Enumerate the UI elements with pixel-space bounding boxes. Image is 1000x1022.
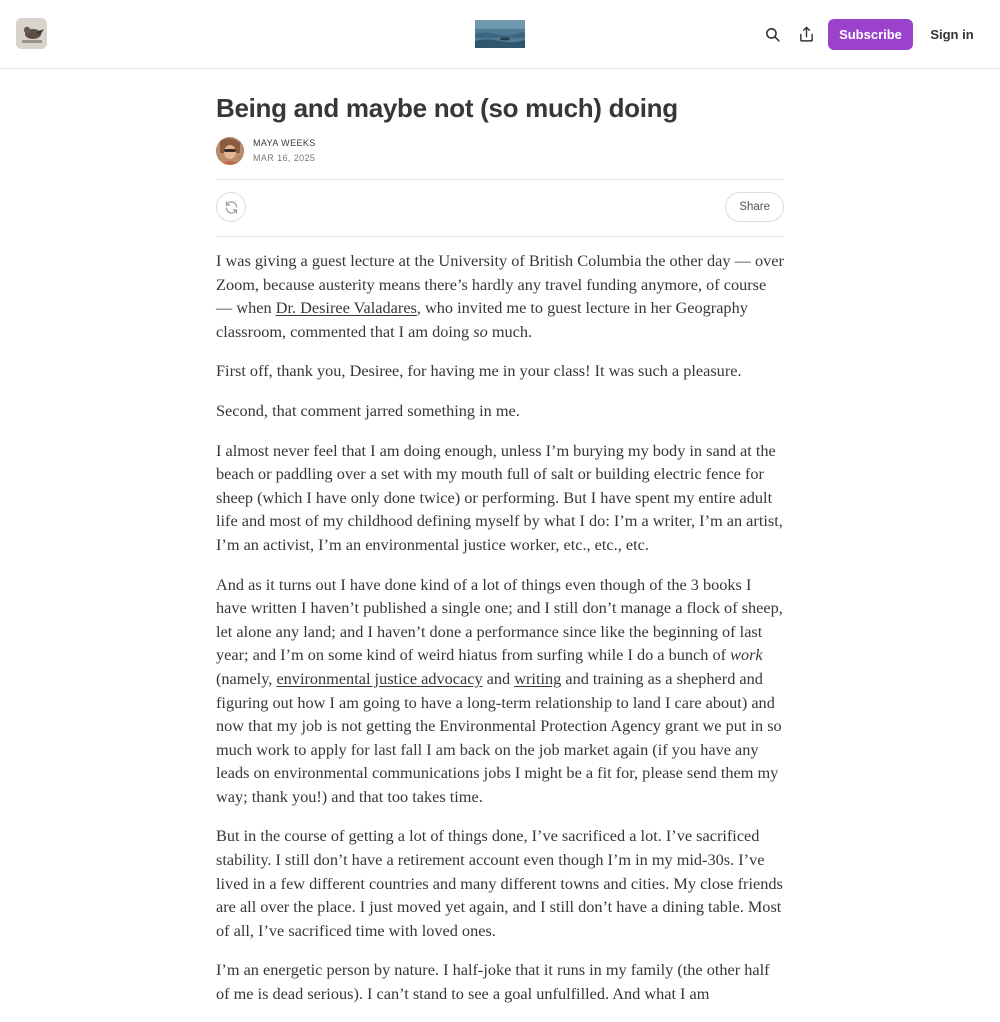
paragraph: But in the course of getting a lot of things done, I’ve sacrificed a lot. I’ve sacrificed stability. I still don’t have a retirement account even though I’m in my mid-30s. I’ve lived in a few different countries and many different towns and cities. My close friends are all over the place. I just moved yet again, and I still don’t have a dining table. Most of all, I’ve sacrificed time with loved ones.: [216, 826, 783, 940]
emphasis: so: [473, 321, 488, 341]
subscribe-button[interactable]: Subscribe: [828, 19, 913, 50]
share-button-label: Share: [739, 201, 770, 213]
post-date: MAR 16, 2025: [253, 153, 316, 163]
top-bar: [0, 0, 1000, 69]
avatar-photo-icon: [216, 137, 244, 165]
post-body: [216, 249, 784, 1006]
share-icon: [798, 26, 815, 43]
post-title: Being and maybe not (so much) doing: [216, 93, 678, 123]
text: , who invited me to guest lecture in her Geography classroom, commented that I am doing: [216, 298, 748, 341]
author-avatar[interactable]: [216, 137, 244, 165]
text: much.: [487, 321, 533, 341]
paragraph: I’m an energetic person by nature. I half-joke that it runs in my family (the other half of me is dead serious). I can’t stand to see a goal unfulfilled. And what I am: [216, 960, 770, 1004]
text: I was giving a guest lecture at the University of British Columbia the other day — over Zoom, because austerity means there’s hardly any travel funding anymore, of course — when: [216, 251, 784, 318]
paragraph: Second, that comment jarred something in me.: [216, 400, 520, 420]
restack-icon: [224, 200, 239, 215]
author-name[interactable]: MAYA WEEKS: [253, 138, 316, 148]
paragraph: [216, 249, 784, 343]
publication-logo[interactable]: [16, 18, 47, 49]
search-icon: [764, 26, 781, 43]
text: (namely,: [216, 668, 277, 688]
emphasis: work: [730, 645, 763, 665]
paragraph: First off, thank you, Desiree, for having me in your class! It was such a pleasure.: [216, 361, 742, 381]
sign-in-button[interactable]: Sign in: [926, 19, 978, 50]
text: and: [482, 668, 515, 688]
ocean-image-icon: [475, 20, 525, 48]
post-actions: [216, 179, 784, 237]
text: And as it turns out I have done kind of a lot of things even though of the 3 books I have written I haven’t published a single one; and I still don’t manage a flock of sheep, let alone any land; and I haven’t done a performance since like the beginning of last year; and I’m on some kind of weird hiatus from surfing while I do a bunch of: [216, 574, 783, 665]
byline: [216, 137, 784, 179]
paragraph: I almost never feel that I am doing enough, unless I’m burying my body in sand at the beach or paddling over a set with my mouth full of salt or building electric fence for sheep (which I have only done twice) or performing. But I have spent my entire adult life and most of my childhood defining myself by what I do: I’m a writer, I’m an artist, I’m an activist, I’m an environmental justice worker, etc., etc., etc.: [216, 440, 783, 554]
restack-button[interactable]: [216, 192, 246, 222]
link-desiree-valadares[interactable]: Dr. Desiree Valadares: [275, 298, 417, 318]
paragraph: [216, 573, 784, 809]
share-header-button[interactable]: [794, 22, 818, 46]
link-environmental-justice-advocacy[interactable]: environmental justice advocacy: [276, 668, 483, 688]
share-button[interactable]: [725, 192, 784, 222]
link-writing[interactable]: writing: [514, 668, 562, 688]
publication-banner[interactable]: [475, 20, 525, 48]
search-button[interactable]: [760, 22, 784, 46]
article: [216, 70, 784, 1022]
bird-image-icon: [16, 18, 47, 49]
text: and training as a shepherd and figuring out how I am going to have a long-term relationship to land I care about) and now that my job is not getting the Environmental Protection Agency grant we put in so much work to apply for last fall I am back on the job market again (if you have any leads on environmental communications jobs I might be a fit for, please send them my way; thank you!) and that too takes time.: [216, 668, 782, 806]
